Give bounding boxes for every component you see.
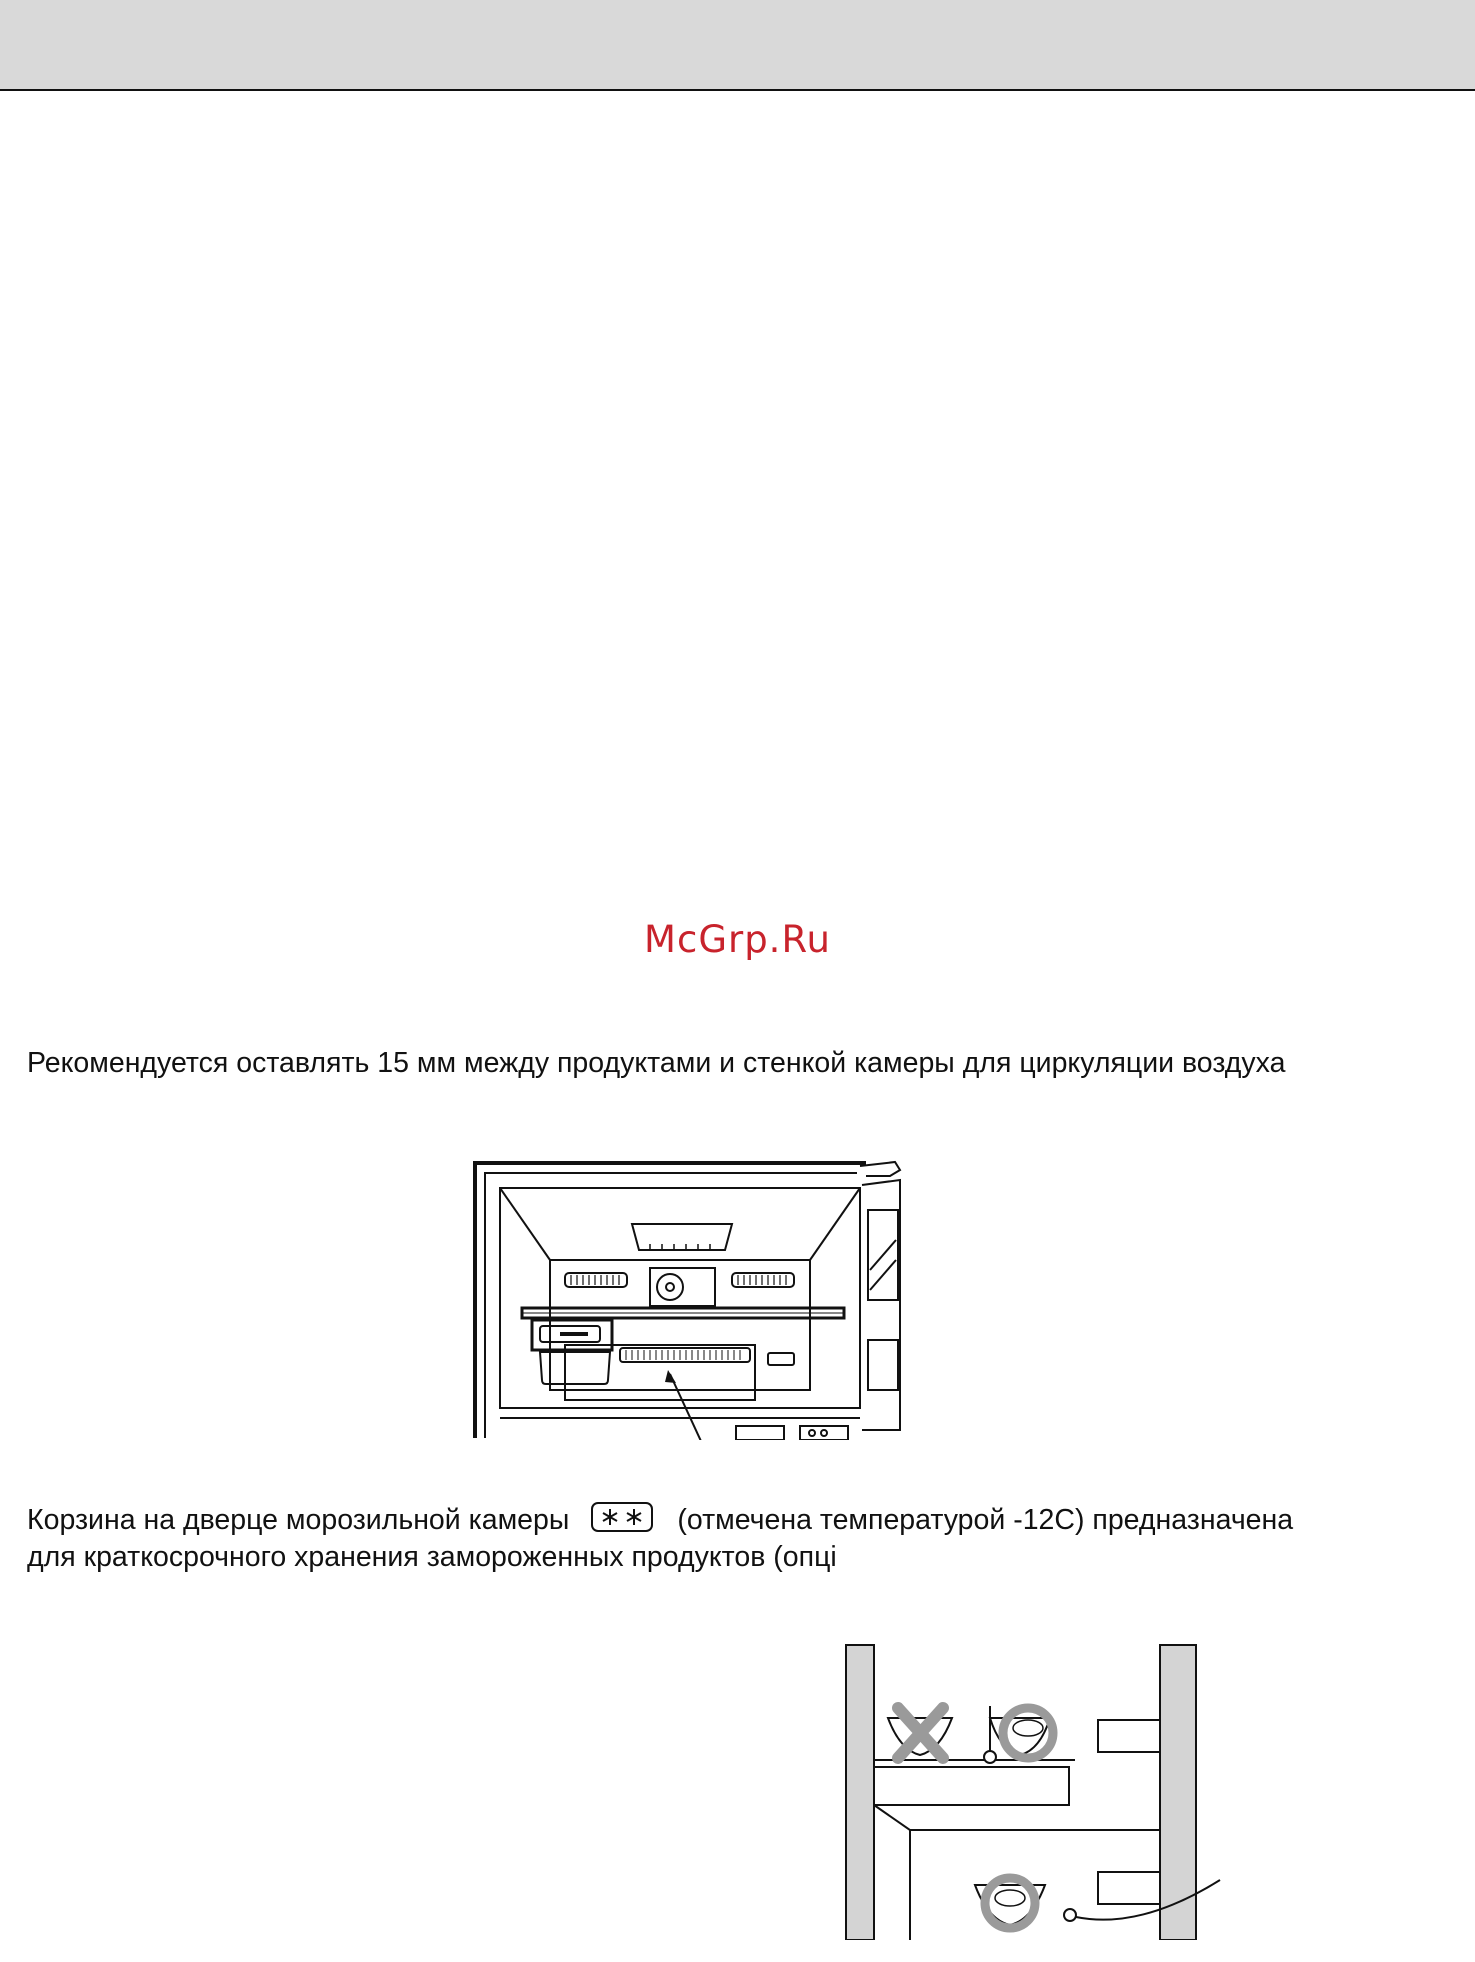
header-bar: [0, 0, 1475, 91]
cross-mark-icon: [898, 1708, 943, 1758]
door-basket-paragraph: [27, 1502, 1293, 1539]
watermark: McGrp.Ru: [644, 918, 831, 961]
refrigerator-interior-illustration: [470, 1140, 920, 1440]
door-basket-text-2: (отмечена температурой -12С) предназначена: [677, 1504, 1294, 1536]
door-basket-text-1: Корзина на дверце морозильной камеры: [27, 1504, 570, 1536]
door-basket-paragraph-line2: для краткосрочного хранения замороженных продуктов (опці: [27, 1541, 837, 1573]
freezer-door-basket-illustration: [840, 1640, 1240, 1940]
air-circulation-paragraph: Рекомендуется оставлять 15 мм между продуктами и стенкой камеры для циркуляции воздуха: [27, 1047, 1286, 1079]
two-star-freezer-icon: [591, 1502, 653, 1532]
circle-mark-icon: [1003, 1708, 1053, 1758]
